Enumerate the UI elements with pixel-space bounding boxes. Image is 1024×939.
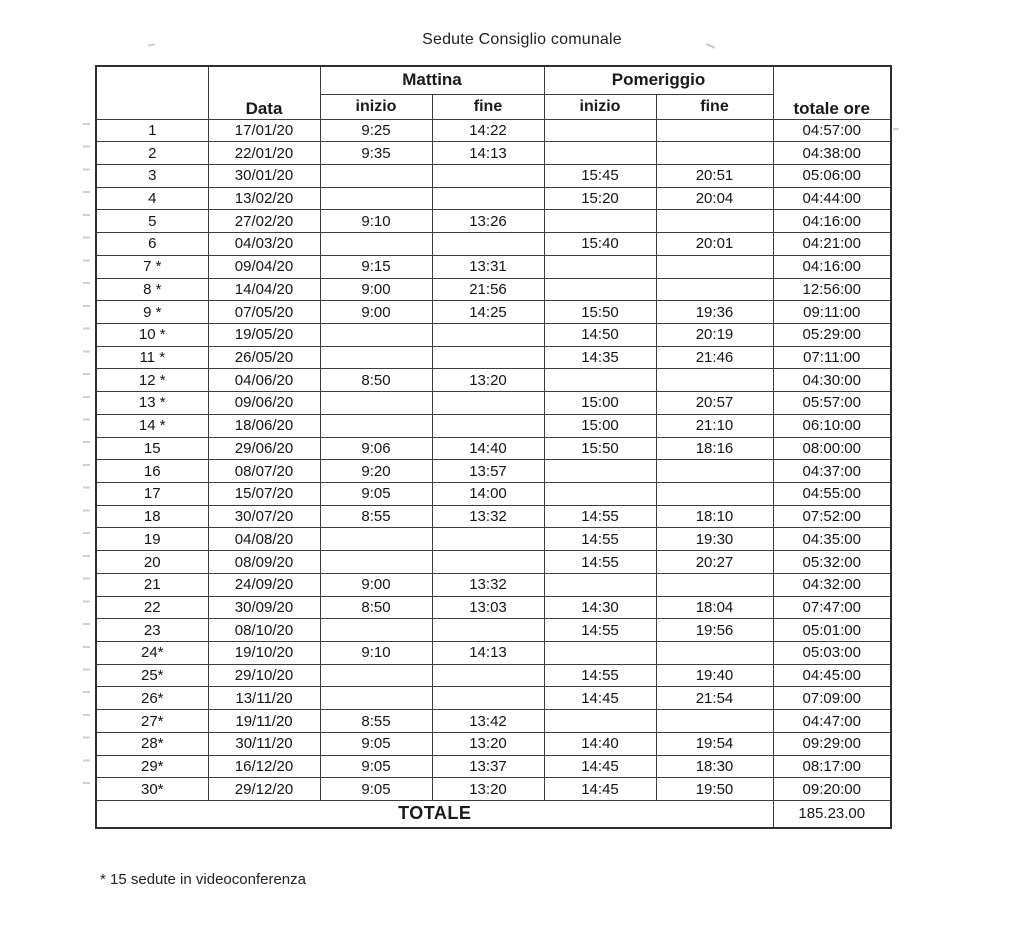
- pomeriggio-fine-cell: 19:36: [656, 301, 773, 324]
- column-header-mattina-inizio: inizio: [320, 94, 432, 119]
- pomeriggio-inizio-cell: [544, 142, 656, 165]
- table-row: [96, 483, 891, 506]
- mattina-inizio-cell: [320, 323, 432, 346]
- mattina-inizio-cell: [320, 528, 432, 551]
- pomeriggio-inizio-cell: 14:55: [544, 619, 656, 642]
- mattina-fine-cell: 14:25: [432, 301, 544, 324]
- pomeriggio-fine-cell: 18:04: [656, 596, 773, 619]
- mattina-inizio-cell: 9:10: [320, 210, 432, 233]
- row-number-cell: 23: [96, 619, 208, 642]
- mattina-fine-cell: [432, 346, 544, 369]
- column-header-pomeriggio-inizio: inizio: [544, 94, 656, 119]
- column-header-mattina-fine: fine: [432, 94, 544, 119]
- mattina-fine-cell: 13:20: [432, 778, 544, 801]
- pomeriggio-inizio-cell: 15:40: [544, 233, 656, 256]
- totale-ore-cell: 12:56:00: [773, 278, 891, 301]
- mattina-fine-cell: [432, 664, 544, 687]
- pomeriggio-fine-cell: [656, 483, 773, 506]
- pomeriggio-inizio-cell: 14:50: [544, 323, 656, 346]
- total-label: TOTALE: [96, 801, 773, 828]
- row-number-cell: 2: [96, 142, 208, 165]
- totale-ore-cell: 04:55:00: [773, 483, 891, 506]
- table-header: [96, 66, 891, 119]
- table-row: [96, 528, 891, 551]
- table-row: [96, 233, 891, 256]
- mattina-inizio-cell: 9:05: [320, 483, 432, 506]
- row-number-cell: 6: [96, 233, 208, 256]
- row-number-cell: 18: [96, 505, 208, 528]
- table-body: [96, 119, 891, 801]
- table-footer: [96, 801, 891, 828]
- mattina-inizio-cell: [320, 233, 432, 256]
- totale-ore-cell: 04:37:00: [773, 460, 891, 483]
- pomeriggio-fine-cell: 19:54: [656, 732, 773, 755]
- totale-ore-cell: 04:45:00: [773, 664, 891, 687]
- date-cell: 22/01/20: [208, 142, 320, 165]
- row-number-cell: 8 *: [96, 278, 208, 301]
- corner-empty-cell: [96, 66, 208, 119]
- pomeriggio-inizio-cell: 15:20: [544, 187, 656, 210]
- pomeriggio-inizio-cell: 14:55: [544, 505, 656, 528]
- totale-ore-cell: 04:16:00: [773, 210, 891, 233]
- mattina-fine-cell: [432, 619, 544, 642]
- mattina-inizio-cell: [320, 164, 432, 187]
- pomeriggio-inizio-cell: [544, 119, 656, 142]
- pomeriggio-fine-cell: [656, 710, 773, 733]
- mattina-fine-cell: 13:20: [432, 369, 544, 392]
- mattina-inizio-cell: 9:15: [320, 255, 432, 278]
- totale-ore-cell: 07:11:00: [773, 346, 891, 369]
- table-row: [96, 642, 891, 665]
- date-cell: 09/06/20: [208, 392, 320, 415]
- pomeriggio-inizio-cell: [544, 369, 656, 392]
- pomeriggio-inizio-cell: 14:55: [544, 664, 656, 687]
- column-header-data: Data: [208, 66, 320, 119]
- table-row: [96, 732, 891, 755]
- pomeriggio-fine-cell: [656, 460, 773, 483]
- table-row: [96, 778, 891, 801]
- mattina-fine-cell: [432, 233, 544, 256]
- mattina-fine-cell: 13:32: [432, 573, 544, 596]
- date-cell: 15/07/20: [208, 483, 320, 506]
- pomeriggio-inizio-cell: [544, 573, 656, 596]
- mattina-inizio-cell: 9:05: [320, 755, 432, 778]
- mattina-inizio-cell: [320, 392, 432, 415]
- pomeriggio-inizio-cell: 15:45: [544, 164, 656, 187]
- pomeriggio-fine-cell: 20:04: [656, 187, 773, 210]
- table-row: [96, 755, 891, 778]
- row-number-cell: 10 *: [96, 323, 208, 346]
- sessions-table: [95, 65, 892, 829]
- date-cell: 29/06/20: [208, 437, 320, 460]
- pomeriggio-fine-cell: 18:10: [656, 505, 773, 528]
- mattina-fine-cell: 13:42: [432, 710, 544, 733]
- pomeriggio-fine-cell: 20:19: [656, 323, 773, 346]
- date-cell: 24/09/20: [208, 573, 320, 596]
- row-number-cell: 7 *: [96, 255, 208, 278]
- totale-ore-cell: 04:32:00: [773, 573, 891, 596]
- date-cell: 19/11/20: [208, 710, 320, 733]
- pomeriggio-fine-cell: [656, 255, 773, 278]
- mattina-fine-cell: 13:37: [432, 755, 544, 778]
- pomeriggio-fine-cell: [656, 642, 773, 665]
- row-number-cell: 14 *: [96, 414, 208, 437]
- table-row: [96, 119, 891, 142]
- table-row: [96, 255, 891, 278]
- date-cell: 16/12/20: [208, 755, 320, 778]
- pomeriggio-fine-cell: [656, 278, 773, 301]
- date-cell: 07/05/20: [208, 301, 320, 324]
- date-cell: 08/09/20: [208, 551, 320, 574]
- pomeriggio-fine-cell: 20:57: [656, 392, 773, 415]
- date-cell: 19/10/20: [208, 642, 320, 665]
- mattina-fine-cell: 14:22: [432, 119, 544, 142]
- pomeriggio-inizio-cell: [544, 210, 656, 233]
- row-number-cell: 17: [96, 483, 208, 506]
- pomeriggio-inizio-cell: [544, 710, 656, 733]
- mattina-inizio-cell: [320, 187, 432, 210]
- pomeriggio-inizio-cell: 14:30: [544, 596, 656, 619]
- totale-ore-cell: 04:21:00: [773, 233, 891, 256]
- pomeriggio-inizio-cell: 14:55: [544, 551, 656, 574]
- row-number-cell: 29*: [96, 755, 208, 778]
- row-number-cell: 21: [96, 573, 208, 596]
- pomeriggio-inizio-cell: [544, 483, 656, 506]
- row-number-cell: 3: [96, 164, 208, 187]
- totale-ore-cell: 04:16:00: [773, 255, 891, 278]
- mattina-inizio-cell: 9:25: [320, 119, 432, 142]
- row-number-cell: 9 *: [96, 301, 208, 324]
- mattina-fine-cell: [432, 392, 544, 415]
- date-cell: 04/08/20: [208, 528, 320, 551]
- pomeriggio-inizio-cell: 14:45: [544, 778, 656, 801]
- mattina-fine-cell: 13:26: [432, 210, 544, 233]
- row-number-cell: 27*: [96, 710, 208, 733]
- mattina-inizio-cell: [320, 619, 432, 642]
- mattina-inizio-cell: 8:50: [320, 596, 432, 619]
- pomeriggio-inizio-cell: [544, 278, 656, 301]
- table-row: [96, 619, 891, 642]
- mattina-fine-cell: 13:03: [432, 596, 544, 619]
- row-number-cell: 24*: [96, 642, 208, 665]
- date-cell: 13/02/20: [208, 187, 320, 210]
- mattina-fine-cell: [432, 323, 544, 346]
- column-group-pomeriggio: Pomeriggio: [544, 66, 773, 94]
- row-number-cell: 13 *: [96, 392, 208, 415]
- date-cell: 29/10/20: [208, 664, 320, 687]
- row-number-cell: 11 *: [96, 346, 208, 369]
- row-number-cell: 12 *: [96, 369, 208, 392]
- mattina-inizio-cell: 9:00: [320, 278, 432, 301]
- pomeriggio-fine-cell: 21:46: [656, 346, 773, 369]
- pomeriggio-fine-cell: 21:54: [656, 687, 773, 710]
- mattina-fine-cell: 13:31: [432, 255, 544, 278]
- pomeriggio-inizio-cell: [544, 642, 656, 665]
- date-cell: 04/06/20: [208, 369, 320, 392]
- row-number-cell: 19: [96, 528, 208, 551]
- date-cell: 30/01/20: [208, 164, 320, 187]
- table-row: [96, 414, 891, 437]
- scan-artifact: [83, 123, 90, 799]
- totale-ore-cell: 05:29:00: [773, 323, 891, 346]
- pomeriggio-fine-cell: 19:56: [656, 619, 773, 642]
- totale-ore-cell: 04:44:00: [773, 187, 891, 210]
- row-number-cell: 20: [96, 551, 208, 574]
- date-cell: 17/01/20: [208, 119, 320, 142]
- date-cell: 27/02/20: [208, 210, 320, 233]
- mattina-fine-cell: 14:40: [432, 437, 544, 460]
- date-cell: 19/05/20: [208, 323, 320, 346]
- pomeriggio-inizio-cell: 15:50: [544, 301, 656, 324]
- mattina-inizio-cell: 9:05: [320, 732, 432, 755]
- totale-ore-cell: 07:09:00: [773, 687, 891, 710]
- mattina-inizio-cell: 9:05: [320, 778, 432, 801]
- column-group-mattina: Mattina: [320, 66, 544, 94]
- pomeriggio-inizio-cell: [544, 255, 656, 278]
- total-row: [96, 801, 891, 828]
- pomeriggio-inizio-cell: 14:40: [544, 732, 656, 755]
- date-cell: 14/04/20: [208, 278, 320, 301]
- header-group-row: [96, 66, 891, 94]
- pomeriggio-fine-cell: [656, 210, 773, 233]
- mattina-fine-cell: 14:13: [432, 642, 544, 665]
- totale-ore-cell: 09:29:00: [773, 732, 891, 755]
- totale-ore-cell: 05:32:00: [773, 551, 891, 574]
- pomeriggio-inizio-cell: 15:50: [544, 437, 656, 460]
- totale-ore-cell: 04:35:00: [773, 528, 891, 551]
- mattina-inizio-cell: 8:55: [320, 710, 432, 733]
- pomeriggio-inizio-cell: 15:00: [544, 392, 656, 415]
- totale-ore-cell: 09:20:00: [773, 778, 891, 801]
- totale-ore-cell: 04:47:00: [773, 710, 891, 733]
- table-row: [96, 301, 891, 324]
- mattina-inizio-cell: 9:20: [320, 460, 432, 483]
- row-number-cell: 25*: [96, 664, 208, 687]
- date-cell: 04/03/20: [208, 233, 320, 256]
- mattina-inizio-cell: [320, 687, 432, 710]
- mattina-inizio-cell: 9:35: [320, 142, 432, 165]
- date-cell: 26/05/20: [208, 346, 320, 369]
- table-row: [96, 710, 891, 733]
- table-row: [96, 142, 891, 165]
- totale-ore-cell: 08:17:00: [773, 755, 891, 778]
- mattina-fine-cell: 14:13: [432, 142, 544, 165]
- mattina-inizio-cell: 8:55: [320, 505, 432, 528]
- mattina-inizio-cell: [320, 346, 432, 369]
- total-value: 185.23.00: [773, 801, 891, 828]
- pomeriggio-fine-cell: [656, 119, 773, 142]
- table-row: [96, 369, 891, 392]
- mattina-inizio-cell: 9:00: [320, 573, 432, 596]
- row-number-cell: 16: [96, 460, 208, 483]
- mattina-inizio-cell: 9:10: [320, 642, 432, 665]
- pomeriggio-fine-cell: 19:30: [656, 528, 773, 551]
- totale-ore-cell: 08:00:00: [773, 437, 891, 460]
- table-row: [96, 210, 891, 233]
- row-number-cell: 4: [96, 187, 208, 210]
- table-row: [96, 187, 891, 210]
- date-cell: 30/09/20: [208, 596, 320, 619]
- totale-ore-cell: 04:38:00: [773, 142, 891, 165]
- totale-ore-cell: 04:57:00: [773, 119, 891, 142]
- mattina-fine-cell: 13:32: [432, 505, 544, 528]
- mattina-fine-cell: [432, 687, 544, 710]
- row-number-cell: 5: [96, 210, 208, 233]
- table-row: [96, 596, 891, 619]
- table-row: [96, 437, 891, 460]
- mattina-fine-cell: [432, 414, 544, 437]
- mattina-fine-cell: 13:20: [432, 732, 544, 755]
- pomeriggio-inizio-cell: 14:35: [544, 346, 656, 369]
- totale-ore-cell: 09:11:00: [773, 301, 891, 324]
- pomeriggio-fine-cell: 21:10: [656, 414, 773, 437]
- mattina-inizio-cell: [320, 414, 432, 437]
- row-number-cell: 22: [96, 596, 208, 619]
- mattina-fine-cell: [432, 528, 544, 551]
- mattina-fine-cell: 21:56: [432, 278, 544, 301]
- table-row: [96, 664, 891, 687]
- pomeriggio-fine-cell: [656, 369, 773, 392]
- pomeriggio-inizio-cell: 14:55: [544, 528, 656, 551]
- column-header-totale-ore: totale ore: [773, 66, 891, 119]
- mattina-fine-cell: 14:00: [432, 483, 544, 506]
- mattina-fine-cell: 13:57: [432, 460, 544, 483]
- table-row: [96, 551, 891, 574]
- pomeriggio-fine-cell: [656, 142, 773, 165]
- row-number-cell: 28*: [96, 732, 208, 755]
- document-title: Sedute Consiglio comunale: [422, 31, 622, 48]
- table-row: [96, 278, 891, 301]
- table-row: [96, 460, 891, 483]
- table-row: [96, 346, 891, 369]
- pomeriggio-fine-cell: [656, 573, 773, 596]
- totale-ore-cell: 05:01:00: [773, 619, 891, 642]
- table-row: [96, 164, 891, 187]
- pomeriggio-inizio-cell: [544, 460, 656, 483]
- totale-ore-cell: 07:52:00: [773, 505, 891, 528]
- mattina-inizio-cell: 9:00: [320, 301, 432, 324]
- table-row: [96, 392, 891, 415]
- pomeriggio-fine-cell: 20:01: [656, 233, 773, 256]
- pomeriggio-fine-cell: 19:50: [656, 778, 773, 801]
- pomeriggio-fine-cell: 18:30: [656, 755, 773, 778]
- row-number-cell: 1: [96, 119, 208, 142]
- scan-artifact: [893, 128, 899, 130]
- pomeriggio-inizio-cell: 14:45: [544, 687, 656, 710]
- totale-ore-cell: 06:10:00: [773, 414, 891, 437]
- date-cell: 13/11/20: [208, 687, 320, 710]
- mattina-fine-cell: [432, 187, 544, 210]
- pomeriggio-fine-cell: 18:16: [656, 437, 773, 460]
- table-row: [96, 505, 891, 528]
- mattina-inizio-cell: 9:06: [320, 437, 432, 460]
- pomeriggio-fine-cell: 20:51: [656, 164, 773, 187]
- mattina-inizio-cell: [320, 664, 432, 687]
- mattina-fine-cell: [432, 551, 544, 574]
- totale-ore-cell: 07:47:00: [773, 596, 891, 619]
- table-row: [96, 687, 891, 710]
- date-cell: 29/12/20: [208, 778, 320, 801]
- date-cell: 30/11/20: [208, 732, 320, 755]
- date-cell: 08/10/20: [208, 619, 320, 642]
- column-header-pomeriggio-fine: fine: [656, 94, 773, 119]
- mattina-fine-cell: [432, 164, 544, 187]
- date-cell: 08/07/20: [208, 460, 320, 483]
- mattina-inizio-cell: [320, 551, 432, 574]
- totale-ore-cell: 05:57:00: [773, 392, 891, 415]
- table-row: [96, 573, 891, 596]
- pomeriggio-fine-cell: 20:27: [656, 551, 773, 574]
- table-row: [96, 323, 891, 346]
- totale-ore-cell: 05:03:00: [773, 642, 891, 665]
- totale-ore-cell: 05:06:00: [773, 164, 891, 187]
- pomeriggio-inizio-cell: 14:45: [544, 755, 656, 778]
- date-cell: 30/07/20: [208, 505, 320, 528]
- footnote: * 15 sedute in videoconferenza: [100, 871, 306, 888]
- totale-ore-cell: 04:30:00: [773, 369, 891, 392]
- row-number-cell: 30*: [96, 778, 208, 801]
- row-number-cell: 26*: [96, 687, 208, 710]
- date-cell: 09/04/20: [208, 255, 320, 278]
- pomeriggio-inizio-cell: 15:00: [544, 414, 656, 437]
- date-cell: 18/06/20: [208, 414, 320, 437]
- pomeriggio-fine-cell: 19:40: [656, 664, 773, 687]
- mattina-inizio-cell: 8:50: [320, 369, 432, 392]
- row-number-cell: 15: [96, 437, 208, 460]
